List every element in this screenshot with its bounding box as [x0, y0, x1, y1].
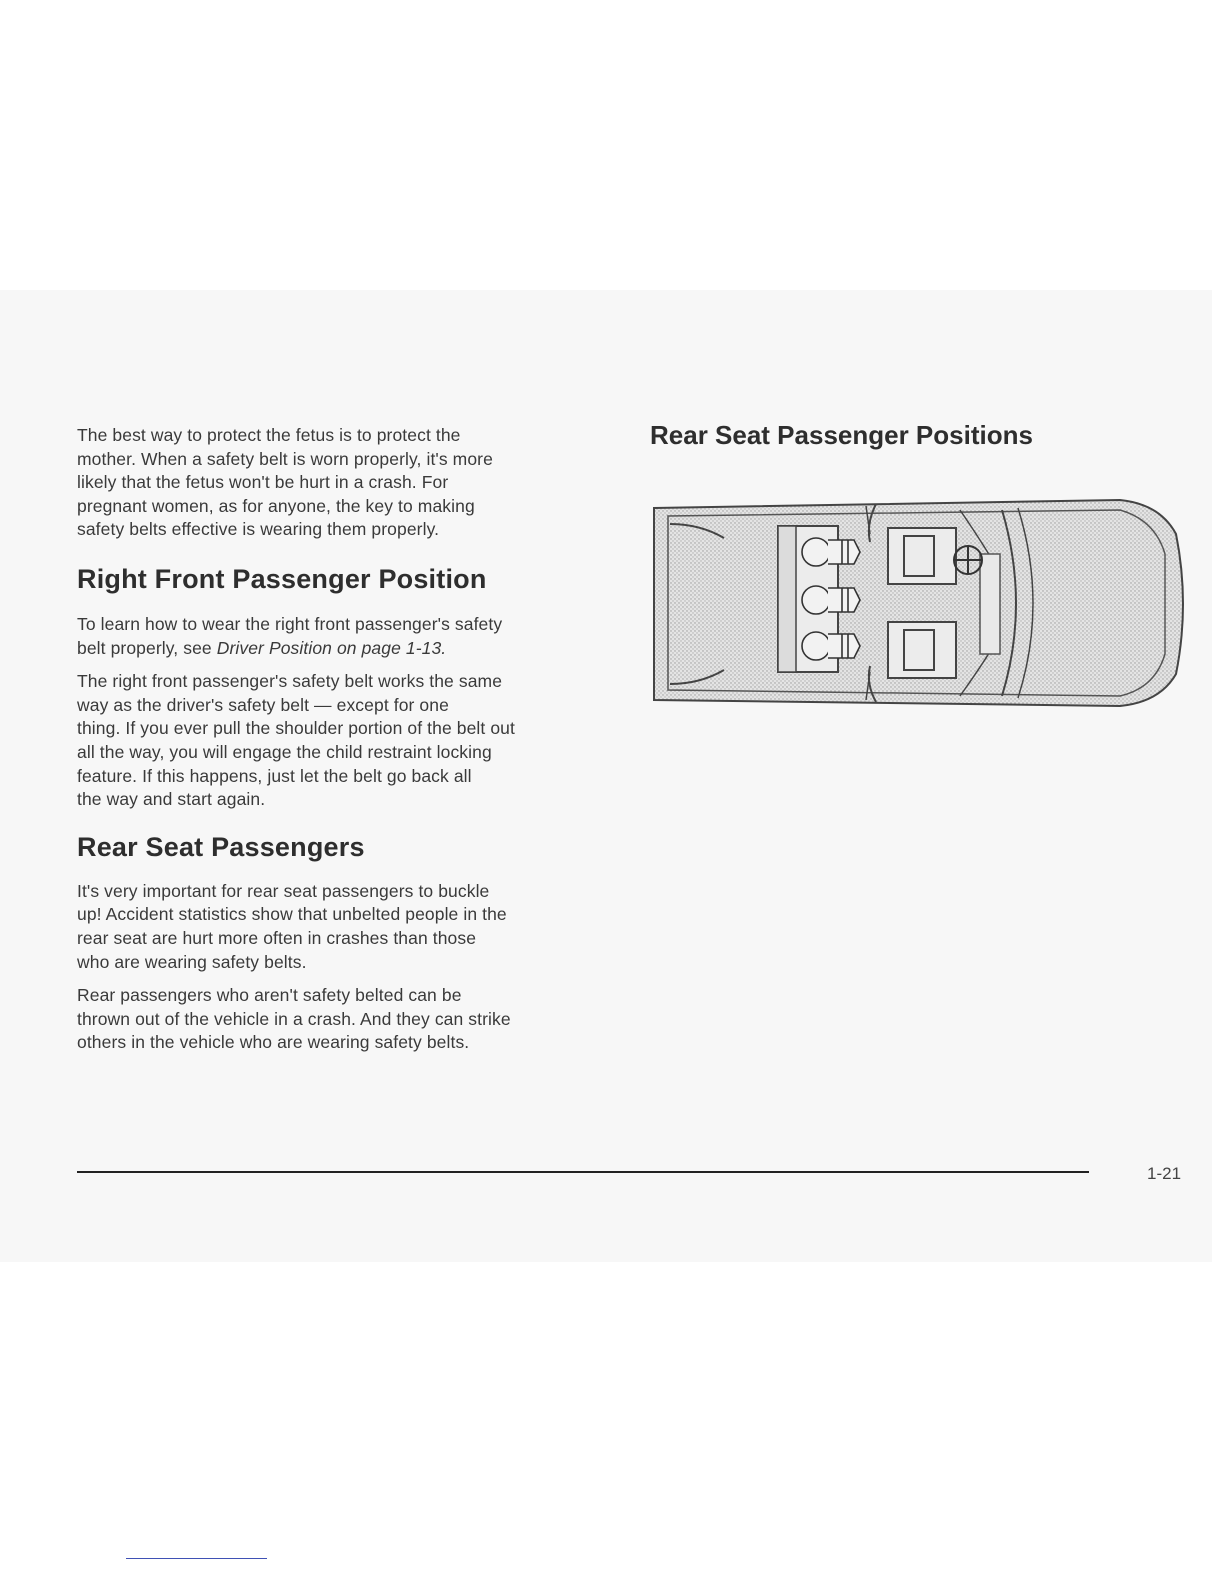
right-front-para-2: The right front passenger's safety belt works the same way as the driver's safety belt — except for one thing. If you ever pull the shoulder portion of the belt out all the way, you will engage the child restraint locking feature. If this happens, just let the belt go back all the way and start again.	[77, 671, 515, 810]
intro-paragraph: The best way to protect the fetus is to protect the mother. When a safety belt is worn properly, it's more likely that the fetus won't be hurt in a crash. For pregnant women, as for anyone, the key to making safety belts effective is wearing them properly.	[77, 425, 493, 540]
rear-left-occupant	[802, 538, 860, 566]
rear-right-occupant	[802, 632, 860, 660]
rear-seat-para-1: It's very important for rear seat passengers to buckle up! Accident statistics show that unbelted people in the rear seat are hurt more often in crashes than those who are wearing safety belts.	[77, 880, 507, 972]
right-front-para-1: To learn how to wear the right front passenger's safety belt properly, see Driver Position on page 1-13.	[77, 613, 503, 658]
footer-rule	[77, 1171, 1089, 1173]
rear-seat-passengers-heading: Rear Seat Passengers	[77, 831, 365, 862]
front-right-seat	[888, 622, 956, 678]
right-front-passenger-heading: Right Front Passenger Position	[77, 563, 487, 594]
rear-seat-para-2: Rear passengers who aren't safety belted can be thrown out of the vehicle in a crash. And they can strike others in the vehicle who are wearing safety belts.	[77, 985, 511, 1053]
vehicle-seating-diagram	[650, 494, 1190, 712]
steering-wheel-icon	[954, 546, 982, 574]
left-column	[77, 424, 617, 1065]
vehicle-top-view-illustration	[650, 494, 1190, 712]
rear-center-occupant	[802, 586, 860, 614]
rear-seat-positions-heading: Rear Seat Passenger Positions	[650, 420, 1033, 450]
driver-position-reference: Driver Position on page 1-13.	[216, 637, 447, 658]
front-left-seat	[888, 528, 956, 584]
page-number: 1-21	[1147, 1164, 1182, 1183]
link-underline	[126, 1558, 267, 1559]
